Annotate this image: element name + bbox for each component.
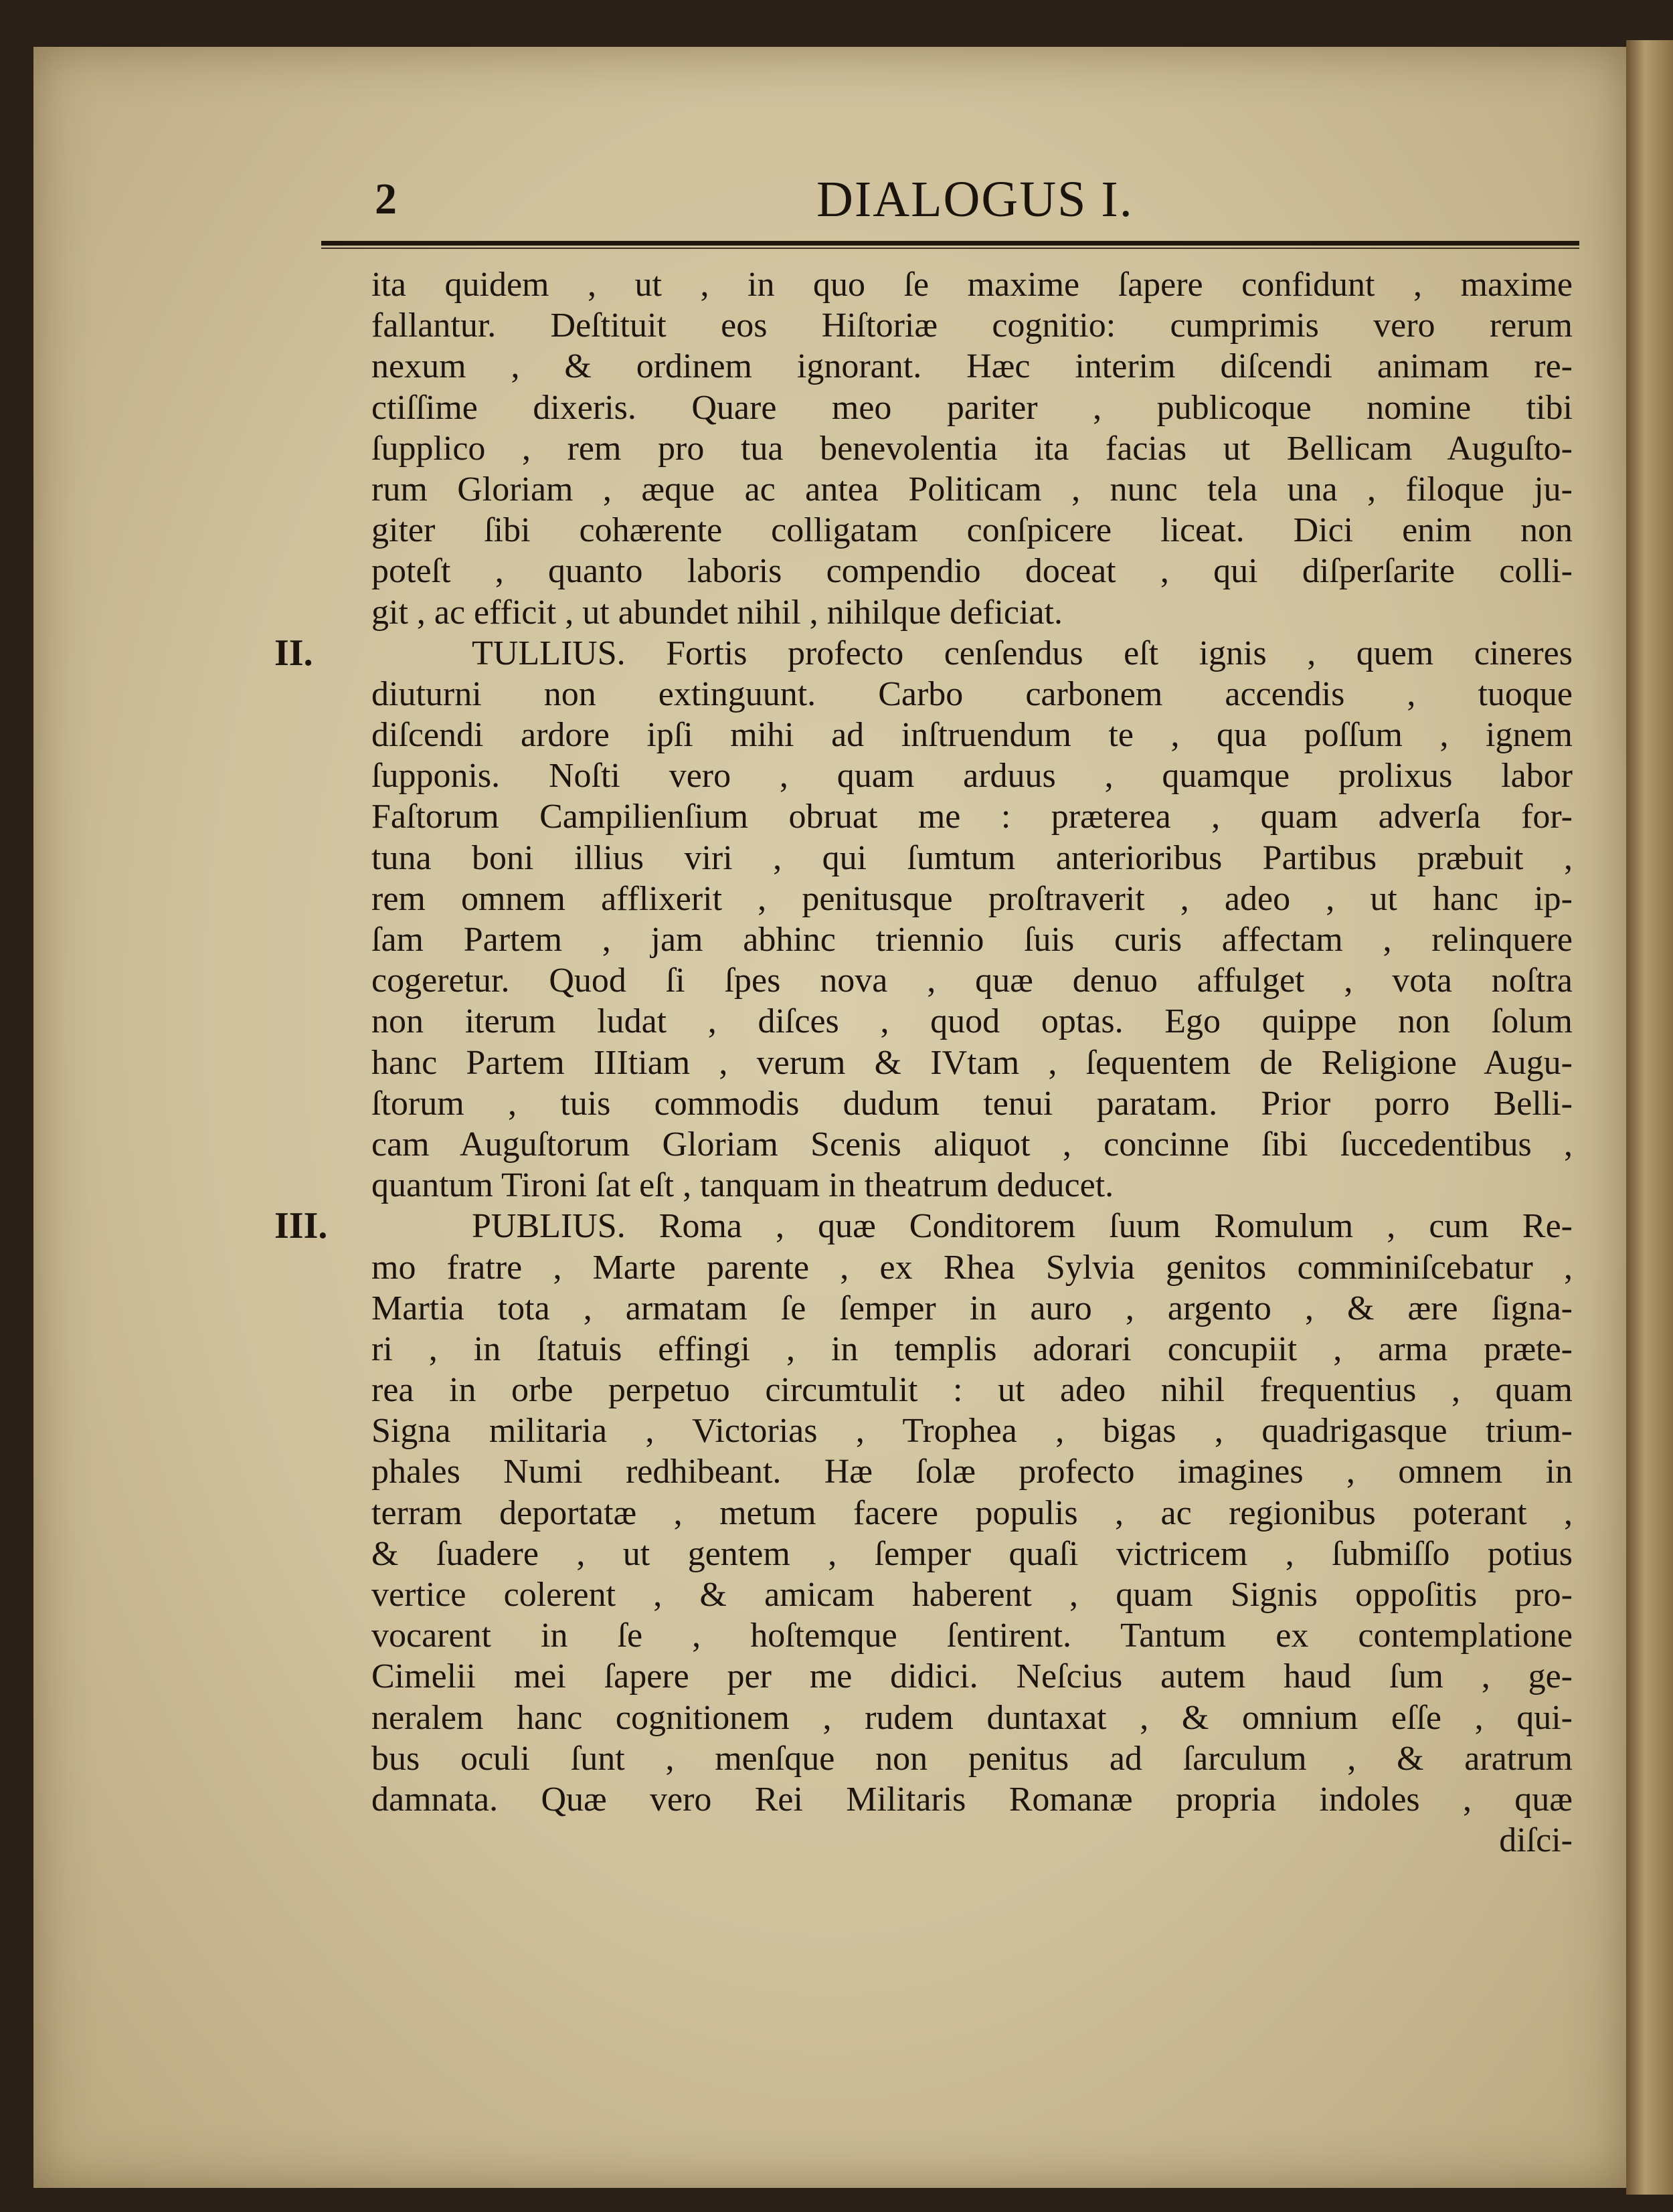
text-line: diuturni non extinguunt. Carbo carbonem accendis , tuoque [371, 674, 1573, 713]
section-marker-ii: II. [274, 632, 313, 674]
header-rule [321, 241, 1579, 249]
text-line: rem omnem afflixerit , penitusque proſtraverit , adeo , ut hanc ip- [371, 879, 1573, 918]
text-line: non iterum ludat , diſces , quod optas. Ego quippe non ſolum [371, 1002, 1573, 1041]
text-line: TULLIUS. Fortis profecto cenſendus eſt ignis , quem cineres [472, 634, 1573, 672]
text-line: rea in orbe perpetuo circumtulit : ut adeo nihil frequentius , quam [371, 1371, 1573, 1410]
text-line: nexum , & ordinem ignorant. Hæc interim diſcendi animam re- [371, 347, 1573, 386]
page-number: 2 [375, 175, 397, 223]
text-line: & ſuadere , ut gentem , ſemper quaſi victricem , ſubmiſſo potius [371, 1534, 1573, 1573]
paragraph-start-line [274, 1205, 1573, 1247]
page-header [361, 161, 1579, 241]
text-line: neralem hanc cognitionem , rudem duntaxat , & omnium eſſe , qui- [371, 1698, 1573, 1737]
text-line: PUBLIUS. Roma , quæ Conditorem ſuum Romulum , cum Re- [472, 1207, 1573, 1246]
text-line: Martia tota , armatam ſe ſemper in auro , argento , & ære ſigna- [371, 1289, 1573, 1327]
paragraph-start-line [274, 632, 1573, 674]
text-line: Signa militaria , Victorias , Trophea , bigas , quadrigasque trium- [371, 1412, 1573, 1451]
body-text [274, 264, 1573, 1861]
text-line: vertice colerent , & amicam haberent , quam Signis oppoſitis pro- [371, 1576, 1573, 1614]
text-line: ſtorum , tuis commodis dudum tenui paratam. Prior porro Belli- [371, 1084, 1573, 1123]
text-line: quantum Tironi ſat eſt , tanquam in theatrum deducet. [371, 1166, 1114, 1205]
text-line: phales Numi redhibeant. Hæ ſolæ profecto imagines , omnem in [371, 1453, 1573, 1491]
text-line: terram deportatæ , metum facere populis , ac regionibus poterant , [371, 1493, 1573, 1532]
text-line: fallantur. Deſtituit eos Hiſtoriæ cognitio: cumprimis vero rerum [371, 306, 1573, 345]
text-line: hanc Partem IIItiam , verum & IVtam , ſequentem de Religione Augu- [371, 1043, 1573, 1082]
text-line: ſam Partem , jam abhinc triennio ſuis curis affectam , relinquere [371, 921, 1573, 959]
text-line: rum Gloriam , æque ac antea Politicam , nunc tela una , filoque ju- [371, 470, 1573, 509]
text-line: giter ſibi cohærente colligatam conſpicere liceat. Dici enim non [371, 511, 1573, 550]
text-line: cam Auguſtorum Gloriam Scenis aliquot , concinne ſibi ſuccedentibus , [371, 1125, 1573, 1164]
text-line: ita quidem , ut , in quo ſe maxime ſapere confidunt , maxime [371, 266, 1573, 304]
text-line: damnata. Quæ vero Rei Militaris Romanæ propria indoles , quæ [371, 1780, 1573, 1819]
section-marker-iii: III. [274, 1205, 328, 1247]
text-line: tuna boni illius viri , qui ſumtum anterioribus Partibus præbuit , [371, 838, 1573, 877]
book-spine [1626, 40, 1673, 2195]
text-line: vocarent in ſe , hoſtemque ſentirent. Tantum ex contemplatione [371, 1617, 1573, 1655]
text-line: Faſtorum Campilienſium obruat me : præterea , quam adverſa for- [371, 798, 1573, 836]
text-line: git , ac efficit , ut abundet nihil , nihilque deficiat. [371, 593, 1063, 632]
text-line: mo fratre , Marte parente , ex Rhea Sylvia genitos comminiſcebatur , [371, 1248, 1573, 1287]
running-title: DIALOGUS I. [816, 171, 1134, 227]
text-line: cogeretur. Quod ſi ſpes nova , quæ denuo affulget , vota noſtra [371, 961, 1573, 1000]
text-line: Cimelii mei ſapere per me didici. Neſcius autem haud ſum , ge- [371, 1657, 1573, 1696]
text-line: ri , in ſtatuis effingi , in templis adorari concupiit , arma præte- [371, 1329, 1573, 1368]
text-line: diſcendi ardore ipſi mihi ad inſtruendum te , qua poſſum , ignem [371, 716, 1573, 755]
text-line: poteſt , quanto laboris compendio doceat , qui diſperſarite colli- [371, 552, 1573, 591]
text-line: ſupponis. Noſti vero , quam arduus , quamque prolixus labor [371, 757, 1573, 796]
text-line: ctiſſime dixeris. Quare meo pariter , publicoque nomine tibi [371, 388, 1573, 427]
text-line: bus oculi ſunt , menſque non penitus ad ſarculum , & aratrum [371, 1739, 1573, 1778]
text-line: ſupplico , rem pro tua benevolentia ita facias ut Bellicam Auguſto- [371, 429, 1573, 468]
catchword: diſci- [1499, 1821, 1573, 1860]
